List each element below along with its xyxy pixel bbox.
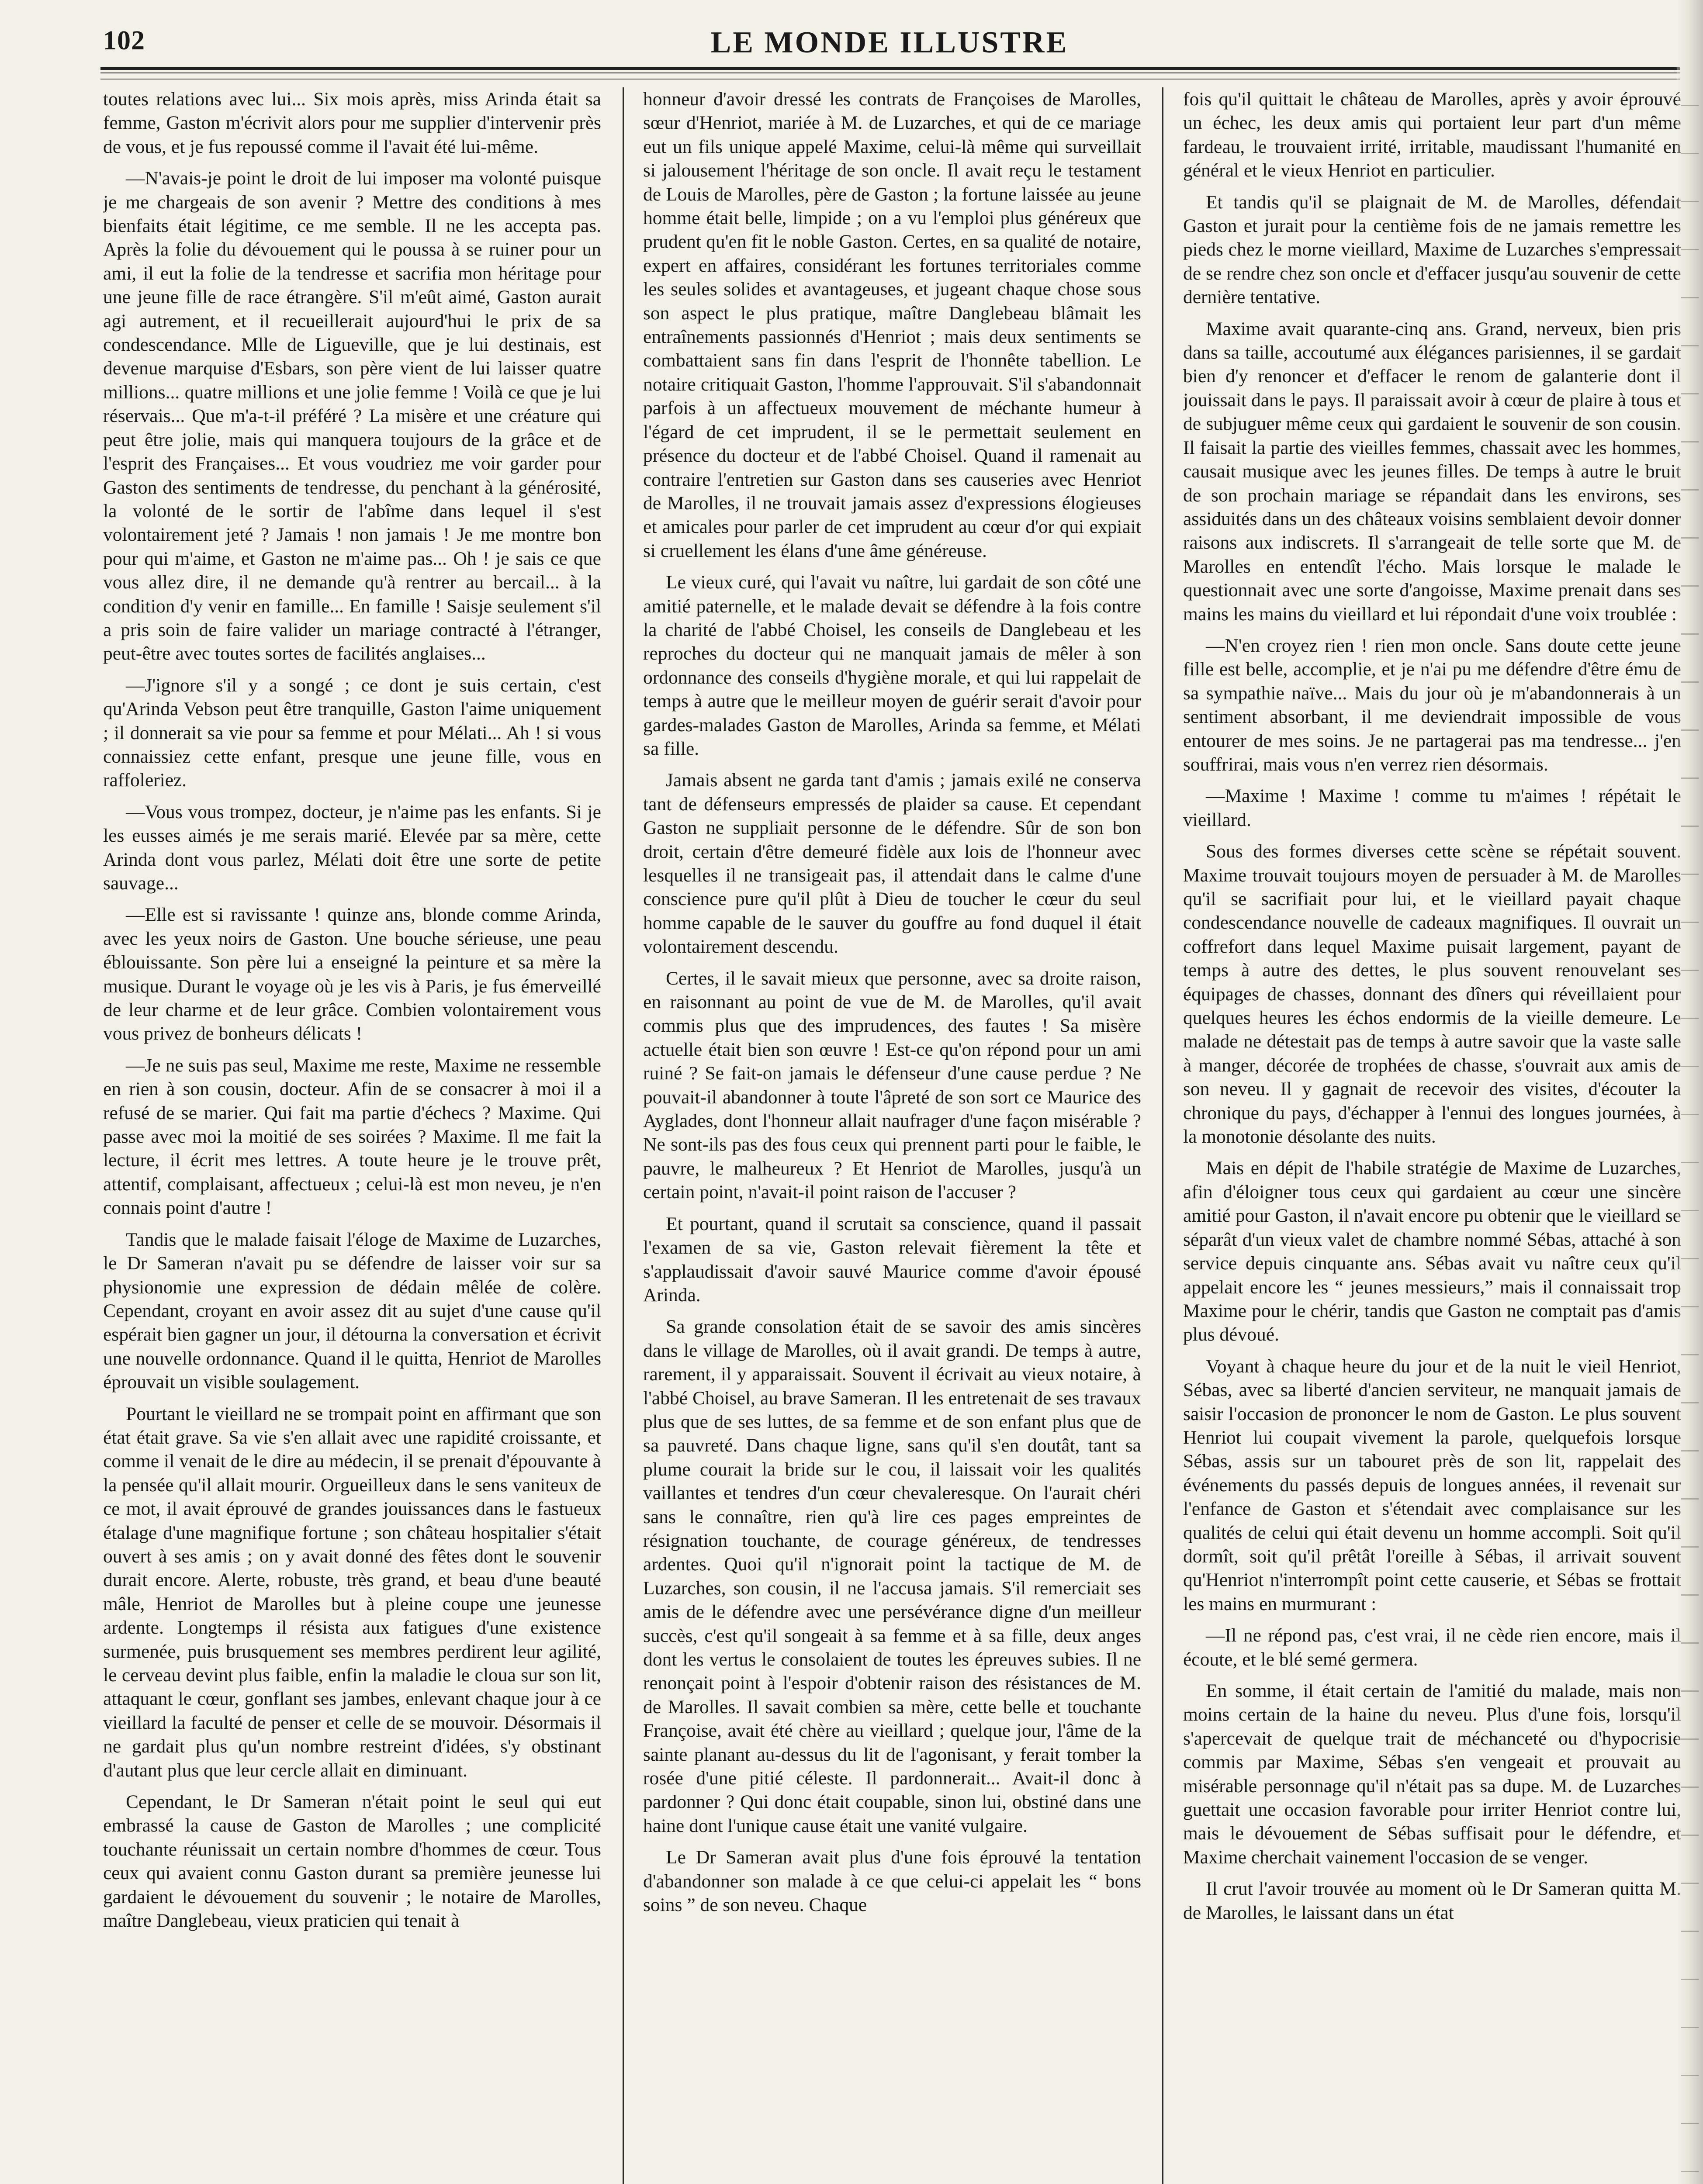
paragraph: —N'en croyez rien ! rien mon oncle. Sans doute cette jeune fille est belle, accomplie, et je n'ai pu me défendre d'être ému de sa sympathie naïve... Mais du jour où je m'abandonnerais à un sentiment absorbant, il me deviendrait impossible de vous entourer de mes soins. Je ne partagerai pas ma tendresse... j'en souffrirai, mais vous n'en verrez rien désormais. — [1183, 635, 1681, 775]
paragraph: —Elle est si ravissante ! quinze ans, blonde comme Arinda, avec les yeux noirs de Gaston. Une bouche sérieuse, une peau éblouissante. Son père lui a enseigné la peinture et sa mère la musique. Durant le voyage où je les vis à Paris, je fus émerveillé de leur charme et de leur grâce. Combien volontairement vous vous privez de bonheurs délicats ! — [103, 904, 601, 1044]
journal-title: LE MONDE ILLUSTRE — [710, 26, 1069, 59]
paragraph: Jamais absent ne garda tant d'amis ; jamais exilé ne conserva tant de défenseurs empressés de plaider sa cause. Et cependant Gaston ne suppliait personne de le défendre. Sûr de son bon droit, certain d'être demeuré fidèle aux lois de l'honneur avec lesquelles il ne transigeait pas, il attendait dans le calme d'une conscience pure qu'il plût à Dieu de toucher le cœur du seul homme capable de le sauver du gouffre au fond duquel il était volontairement descendu. — [643, 770, 1141, 957]
paragraph: Certes, il le savait mieux que personne, avec sa droite raison, en raisonnant au point de vue de M. de Marolles, qu'il avait commis plus que des imprudences, des fautes ! Sa misère actuelle était bien son œuvre ! Est-ce qu'on répond pour un ami ruiné ? Se fait-on jamais le défenseur d'une cause perdue ? Ne pouvait-il abandonner à toute l'âpreté de son sort ce Maurice des Ayglades, dont l'honneur allait naufrager d'une façon misérable ? Ne sont-ils pas des fous ceux qui prennent parti pour le faible, le pauvre, le malheureux ? Et Henriot de Marolles, jusqu'à un certain point, n'avait-il point raison de l'accuser ? — [643, 968, 1141, 1203]
paragraph: toutes relations avec lui... Six mois après, miss Arinda était sa femme, Gaston m'écrivit alors pour me supplier d'intervenir près de vous, et je fus repoussé comme il l'avait été lui-même. — [103, 89, 601, 157]
paragraph: Voyant à chaque heure du jour et de la nuit le vieil Henriot, Sébas, avec sa liberté d'ancien serviteur, ne manquait jamais de saisir l'occasion de prononcer le nom de Gaston. Le plus souvent Henriot lui coupait vivement la parole, quelquefois lorsque Sébas, assis sur un tabouret près de son lit, rappelait des événements du passés depuis de longues années, il revenait sur l'enfance de Gaston et s'étendait avec complaisance sur les qualités de celui qui était devenu un homme accompli. Soit qu'il dormît, soit qu'il prêtât l'oreille à Sébas, il arrivait souvent qu'Henriot n'interrompît point cette causerie, et Sébas se frottait les mains en murmurant : — [1183, 1355, 1681, 1614]
paragraph: Le Dr Sameran avait plus d'une fois éprouvé la tentation d'abandonner son malade à ce que celui-ci appelait les “ bons soins ” de son neveu. Chaque — [643, 1847, 1141, 1916]
paragraph: —N'avais-je point le droit de lui imposer ma volonté puisque je me chargeais de son avenir ? Mettre des conditions à mes bienfaits était légitime, ce me semble. Il ne les accepta pas. Après la folie du dévouement qui le poussa à se ruiner pour un ami, il eut la folie de la tendresse et sacrifia mon héritage pour une jeune fille de race étrangère. S'il m'eût aimé, Gaston aurait agi autrement, et il recueillerait aujourd'hui le prix de sa condescendance. Mlle de Ligueville, que je lui destinais, est devenue marquise d'Esbars, son père vient de lui laisser quatre millions... quatre millions et une jolie femme ! Voilà ce que je lui réservais... Que m'a-t-il préféré ? La misère et une créature qui peut être jolie, mais qui manquera toujours de la grâce et de l'esprit des Françaises... Et vous voudriez me voir garder pour Gaston des sentiments de tendresse, du penchant à la générosité, la volonté de le sortir de l'abîme dans lequel il s'est volontairement jeté ? Jamais ! non jamais ! Je me montre bon pour qui m'aime, et Gaston ne m'aime pas... Oh ! je sais ce que vous allez dire, il ne demande qu'à rentrer au bercail... à la condition d'y venir en famille... En famille ! Saisje seulement s'il a pris soin de faire valider un mariage contracté à l'étranger, peut-être avec toutes sortes de facilités anglaises... — [103, 168, 601, 664]
paragraph: fois qu'il quittait le château de Marolles, après y avoir éprouvé un échec, les deux amis qui portaient leur part d'un même fardeau, le trouvaient irrité, irritable, maudissant l'humanité en général et le vieux Henriot en particulier. — [1183, 89, 1681, 181]
page-number: 102 — [103, 26, 145, 55]
paragraph: Le vieux curé, qui l'avait vu naître, lui gardait de son côté une amitié paternelle, et le malade devait se défendre à la fois contre la charité de l'abbé Choisel, les conseils de Danglebeau et les reproches du docteur qui ne manquait jamais de mêler à son ordonnance des conseils d'hygiène morale, et qui lui rappelait de temps à autre que le meilleur moyen de guérir serait d'avoir pour gardes-malades Gaston de Marolles, Arinda sa femme, et Mélati sa fille. — [643, 572, 1141, 759]
paragraph: Et tandis qu'il se plaignait de M. de Marolles, défendait Gaston et jurait pour la centième fois de ne jamais remettre les pieds chez le morne vieillard, Maxime de Luzarches s'empressait de se rendre chez son oncle et d'effacer jusqu'au souvenir de cette dernière tentative. — [1183, 191, 1681, 308]
paragraph: honneur d'avoir dressé les contrats de Françoises de Marolles, sœur d'Henriot, mariée à M. de Luzarches, et qui de ce mariage eut un fils unique appelé Maxime, celui-là même qui surveillait si jalousement l'héritage de son oncle. Il avait reçu le testament de Louis de Marolles, père de Gaston ; la fortune laissée au jeune homme était belle, limpide ; on a vu l'emploi plus généreux que prudent qu'en fit le noble Gaston. Certes, en sa qualité de notaire, expert en affaires, considérant les fortunes territoriales comme les seules solides et avantageuses, et jugeant chaque chose sous son aspect le plus pratique, maître Danglebeau blâmait les entraînements passionnés d'Henriot ; mais deux sentiments se combattaient sans fin dans l'esprit de l'honnête tabellion. Le notaire critiquait Gaston, l'homme l'approuvait. S'il s'abandonnait parfois à un affectueux mouvement de méchante humeur à l'égard de cet imprudent, il se le permettait seulement en présence du docteur et de l'abbé Choisel. Quand il ramenait au contraire l'entretien sur Gaston dans ses causeries avec Henriot de Marolles, il ne trouvait jamais assez d'expressions élogieuses et amicales pour parler de cet imprudent au cœur d'or qui expiait si cruellement les élans d'une âme généreuse. — [643, 89, 1141, 561]
paragraph: —J'ignore s'il y a songé ; ce dont je suis certain, c'est qu'Arinda Vebson peut être tranquille, Gaston l'aime uniquement ; il donnerait sa vie pour sa femme et pour Mélati... Ah ! si vous connaissiez cette enfant, presque une jeune fille, vous en raffoleriez. — [103, 674, 601, 791]
column-2 — [643, 87, 1141, 2184]
paragraph: Il crut l'avoir trouvée au moment où le Dr Sameran quitta M. de Marolles, le laissant dans un état — [1183, 1878, 1681, 1923]
paragraph: —Je ne suis pas seul, Maxime me reste, Maxime ne ressemble en rien à son cousin, docteur. Afin de se consacrer à moi il a refusé de se marier. Qui fait ma partie d'échecs ? Maxime. Qui passe avec moi la moitié de ses soirées ? Maxime. Il me fait la lecture, il écrit mes lettres. A toute heure je le trouve prêt, attentif, complaisant, affectueux ; celui-là est mon neveu, je n'en connais point d'autre ! — [103, 1054, 601, 1219]
paragraph: Tandis que le malade faisait l'éloge de Maxime de Luzarches, le Dr Sameran n'avait pu se défendre de laisser voir sur sa physionomie une expression de dédain mêlée de colère. Cependant, croyant en avoir assez dit au sujet d'une cause qu'il espérait bien gagner un jour, il détourna la conversation et écrivit une nouvelle ordonnance. Quand il le quitta, Henriot de Marolles éprouvait un visible soulagement. — [103, 1229, 601, 1393]
paragraph: Mais en dépit de l'habile stratégie de Maxime de Luzarches, afin d'éloigner tous ceux qui gardaient au cœur une sincère amitié pour Gaston, il n'avait encore pu obtenir que le vieillard se séparât d'un vieux valet de chambre nommé Sébas, attaché à son service depuis cinquante ans. Sébas avait vu naître ceux qu'il appelait encore les “ jeunes messieurs,” mais il connaissait trop Maxime pour le chérir, tandis que Gaston ne comptait pas d'amis plus dévoué. — [1183, 1158, 1681, 1345]
paragraph: Cependant, le Dr Sameran n'était point le seul qui eut embrassé la cause de Gaston de Marolles ; une complicité touchante réunissait un certain nombre d'hommes de cœur. Tous ceux qui avaient connu Gaston durant sa première jeunesse lui gardaient le dévouement du souvenir ; le notaire de Marolles, maître Danglebeau, vieux praticien qui tenait à — [103, 1791, 601, 1932]
binding-marks — [1681, 87, 1699, 2184]
paragraph: —Vous vous trompez, docteur, je n'aime pas les enfants. Si je les eusses aimés je me serais marié. Elevée par sa mère, cette Arinda dont vous parlez, Mélati doit être une sorte de petite sauvage... — [103, 801, 601, 894]
column-1 — [103, 87, 601, 2184]
paragraph: Sa grande consolation était de se savoir des amis sincères dans le village de Marolles, où il avait grandi. De temps à autre, rarement, il y apparaissait. Souvent il écrivait au vieux notaire, à l'abbé Choisel, au brave Sameran. Il les entretenait de ses travaux plus que de ses luttes, de sa femme et de son enfant plus que de sa pauvreté. Dans chaque ligne, sans qu'il s'en doutât, tant sa plume courait la bride sur le cou, il laissait voir les qualités vaillantes et tendres d'un cœur chevaleresque. On l'aurait chéri sans le connaître, rien qu'à lire ces pages empreintes de résignation touchante, de courage généreux, de tendresses ardentes. Quoi qu'il n'ignorait point la tactique de M. de Luzarches, son cousin, il ne l'accusa jamais. S'il remerciait ses amis de le défendre avec une persévérance digne d'un meilleur succès, c'est qu'il songeait à sa femme et à sa fille, deux anges dont les vertus le consolaient de toutes les épreuves subies. Il ne renonçait point à l'espoir d'obtenir raison des résistances de M. de Marolles. Il savait combien sa mère, cette belle et touchante Françoise, avait été chère au vieillard ; quelque jour, l'âme de la sainte planant au-dessus du lit de l'agonisant, y ferait tomber la rosée d'une pitié céleste. Il pardonnerait... Avait-il donc à pardonner ? Qui donc était coupable, sinon lui, obstiné dans une haine dont l'unique cause était une vanité vulgaire. — [643, 1316, 1141, 1836]
paragraph: Maxime avait quarante-cinq ans. Grand, nerveux, bien pris dans sa taille, accoutumé aux élégances parisiennes, il se gardait bien d'y renoncer et d'effacer le renom de galanterie dont il jouissait dans le pays. Il paraissait avoir à cœur de plaire à tous et de subjuguer même ceux qui gardaient le souvenir de son cousin. Il faisait la partie des vieilles femmes, chassait avec les hommes, causait musique avec les jeunes filles. De temps à autre le bruit de son prochain mariage se répandait dans les environs, ses assiduités dans un des châteaux voisins semblaient devoir donner raisons aux indiscrets. Il s'arrangeait de telle sorte que M. de Marolles en entendît l'écho. Mais lorsque le malade le questionnait avec une sorte d'angoisse, Maxime prenait dans ses mains les mains du vieillard et lui répondait d'une voix troublée : — [1183, 318, 1681, 625]
column-divider — [1162, 87, 1163, 2184]
paragraph: —Il ne répond pas, c'est vrai, il ne cède rien encore, mais il écoute, et le blé semé germera. — [1183, 1625, 1681, 1670]
page-header — [103, 17, 1676, 66]
paragraph: Sous des formes diverses cette scène se répétait souvent. Maxime trouvait toujours moyen de persuader à M. de Marolles qu'il se sacrifiait pour lui, et le vieillard payait chaque condescendance nouvelle de cadeaux magnifiques. Il ouvrait un coffrefort dans lequel Maxime puisait largement, payant de temps à autre des dettes, le plus souvent renouvelant ses équipages de chasses, donnant des dîners qui réveillaient pour quelques heures les échos endormis de la vieille demeure. Le malade ne détestait pas de temps à autre savoir que la vaste salle à manger, décorée de trophées de chasse, s'ouvrait aux amis de son neveu. Il y gagnait de recevoir des visites, d'écouter la chronique du pays, d'échapper à l'ennui des longues journées, à la monotonie désolante des nuits. — [1183, 841, 1681, 1147]
paragraph: Et pourtant, quand il scrutait sa conscience, quand il passait l'examen de sa vie, Gaston relevait fièrement la tête et s'applaudissait d'avoir sauvé Maurice comme d'avoir épousé Arinda. — [643, 1213, 1141, 1306]
paragraph: —Maxime ! Maxime ! comme tu m'aimes ! répétait le vieillard. — [1183, 785, 1681, 830]
article-columns — [103, 87, 1680, 2184]
column-divider — [623, 87, 624, 2184]
paragraph: En somme, il était certain de l'amitié du malade, mais non moins certain de la haine du neveu. Plus d'une fois, lorsqu'il s'apercevait de quelque trait de méchanceté ou d'hypocrisie commis par Maxime, Sébas s'en vengeait et prouvait au misérable personnage qu'il n'était pas sa dupe. M. de Luzarches guettait une occasion favorable pour irriter Henriot contre lui, mais le dévouement de Sébas suffisait pour le défendre, et Maxime cherchait vainement l'occasion de se venger. — [1183, 1680, 1681, 1868]
paragraph: Pourtant le vieillard ne se trompait point en affirmant que son état était grave. Sa vie s'en allait avec une rapidité croissante, et comme il venait de le dire au médecin, il se prenait d'épouvante à la pensée qu'il allait mourir. Orgueilleux dans le sens vaniteux de ce mot, il avait éprouvé de grandes jouissances dans le fastueux étalage d'une magnifique fortune ; son château hospitalier s'était ouvert à ses amis ; on y avait donné des fêtes dont le souvenir durait encore. Alerte, robuste, très grand, et beau d'une beauté mâle, Henriot de Marolles but à pleine coupe une jeunesse ardente. Longtemps il résista aux fatigues d'une existence surmenée, puis brusquement ses membres perdirent leur agilité, le cerveau devint plus faible, enfin la maladie le cloua sur son lit, attaquant le cœur, gonflant ses jambes, enlevant chaque jour à ce vieillard la faculté de penser et celle de se mouvoir. Désormais il ne gardait plus qu'un nombre restreint d'idées, s'y obstinant d'autant plus que leur cercle allait en diminuant. — [103, 1403, 601, 1781]
column-3 — [1183, 87, 1681, 2184]
header-rule — [100, 67, 1680, 70]
